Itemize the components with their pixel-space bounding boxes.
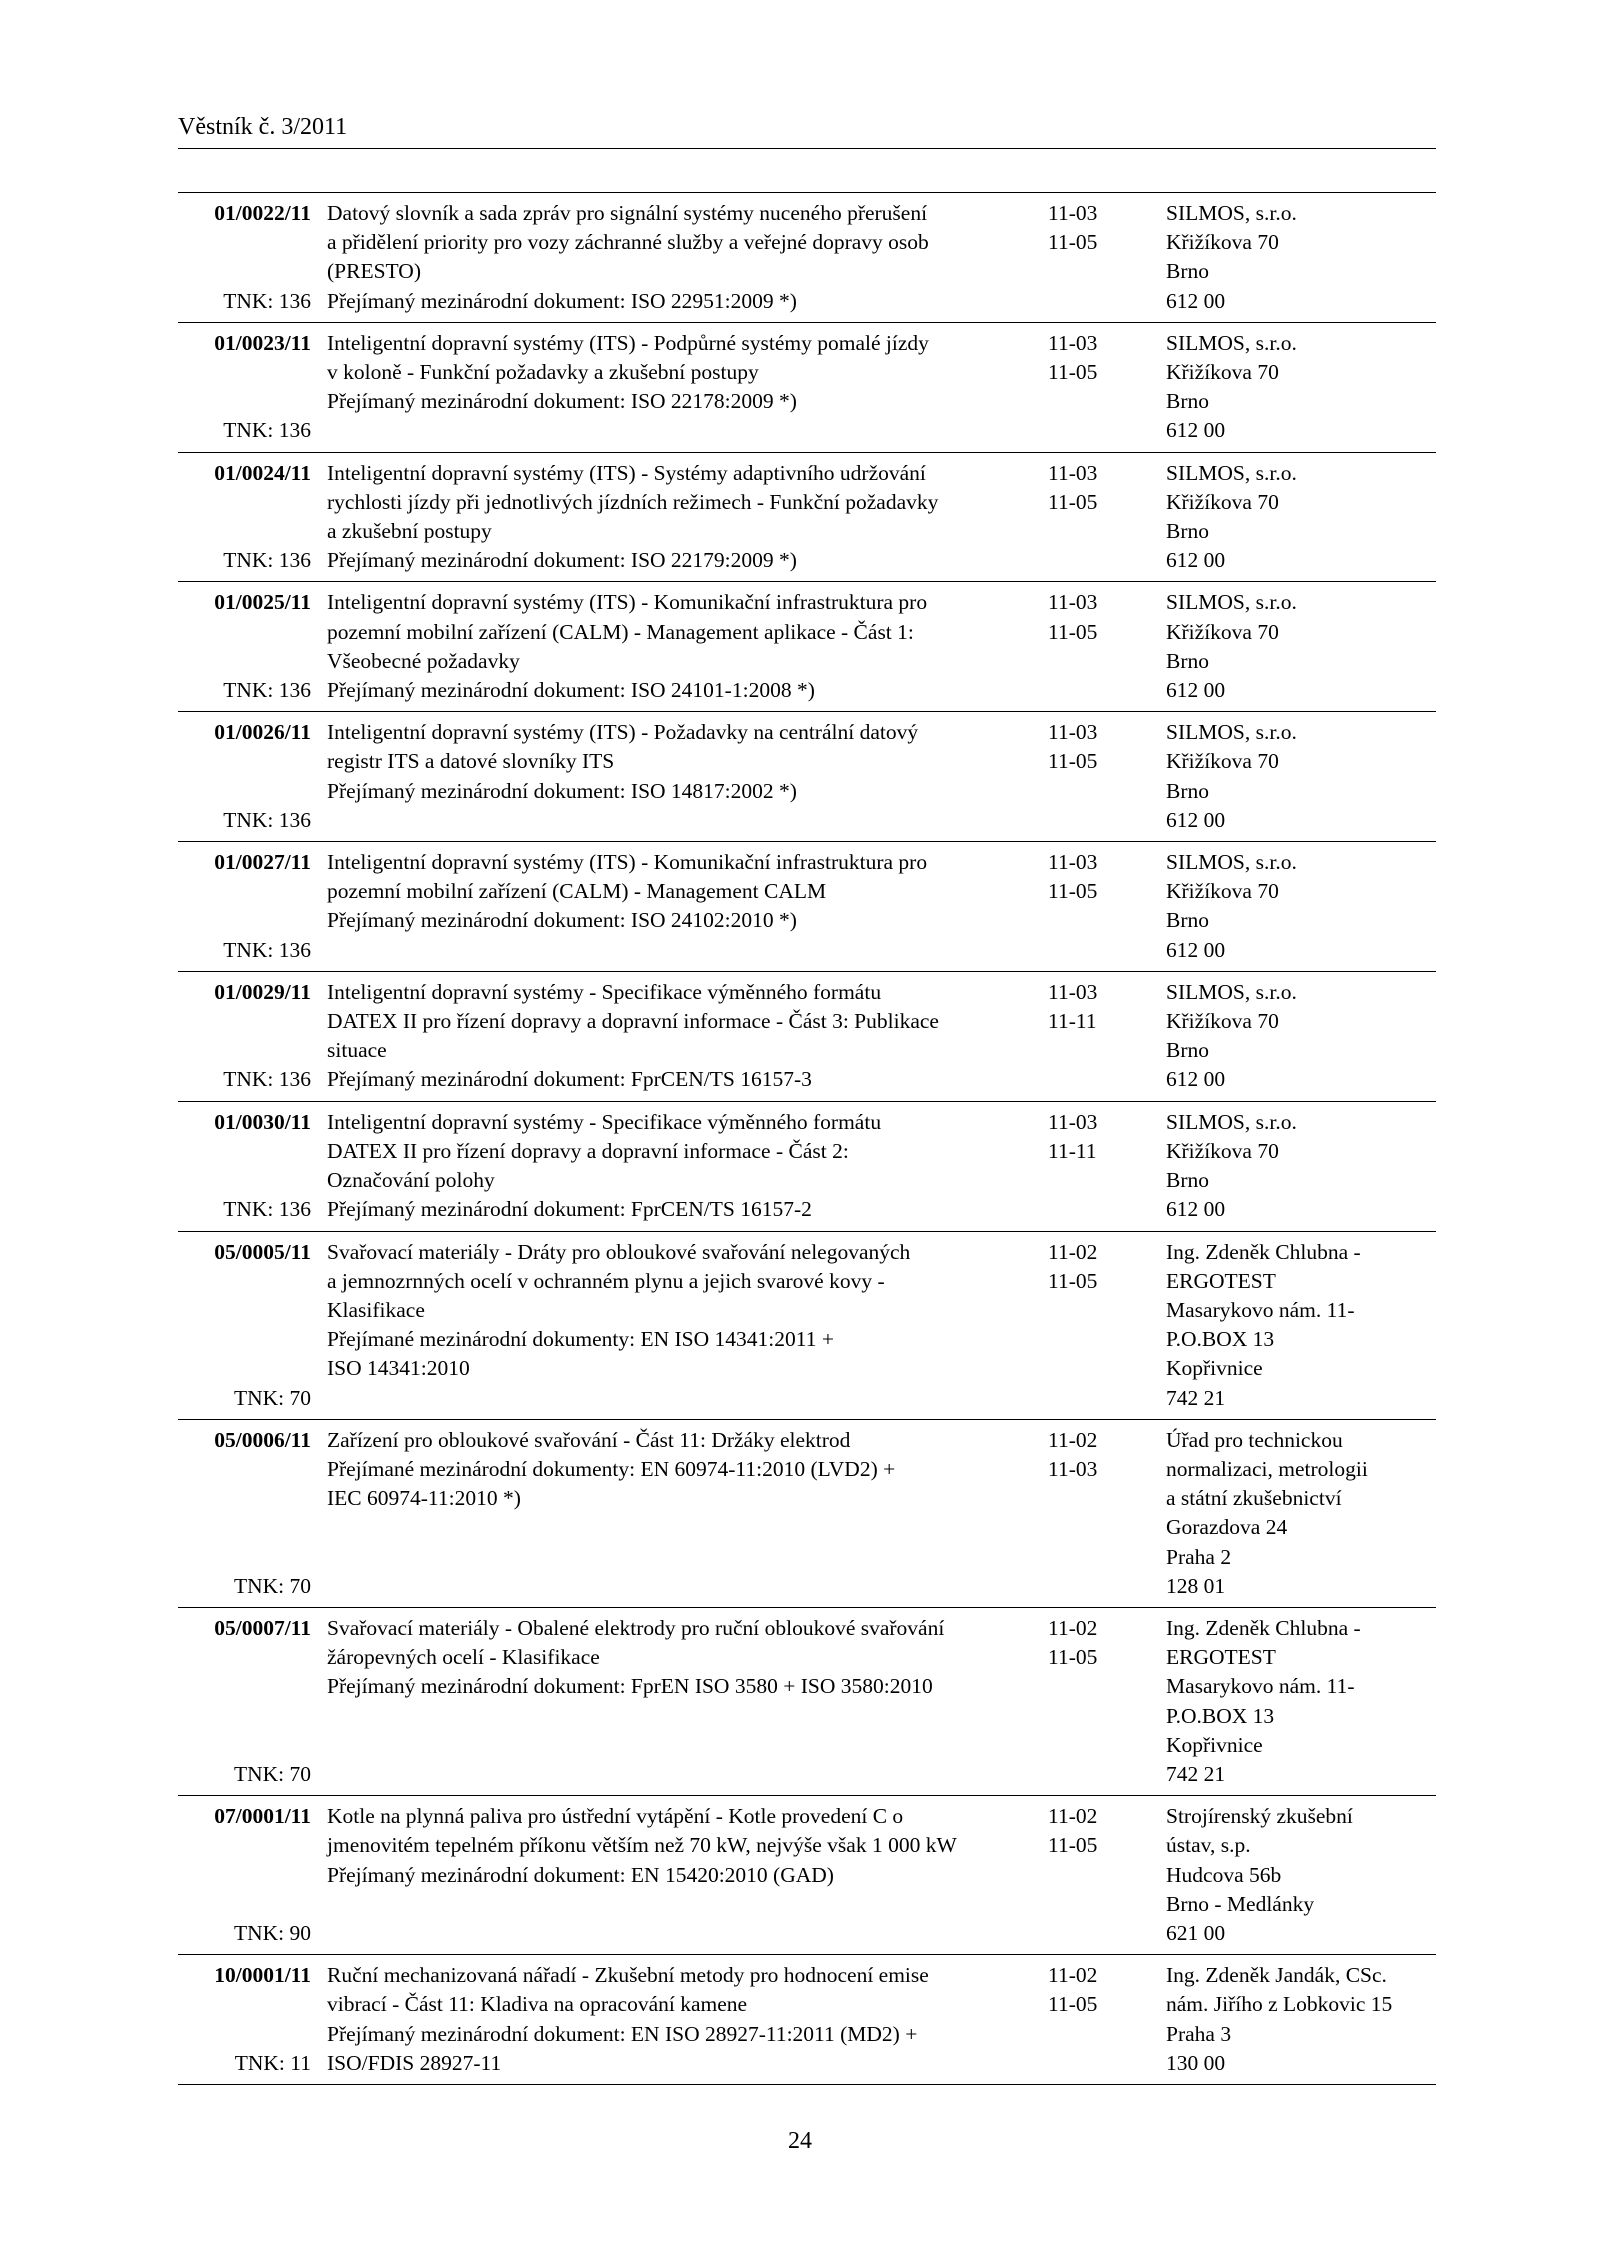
address-line: 742 21 [1166,1761,1226,1786]
address-line: Křižíkova 70 [1166,749,1279,774]
date-code: 11-11 [1048,1009,1097,1034]
standards-list [178,192,1436,2085]
title-line: Klasifikace [327,1297,425,1322]
title-line: Přejímané mezinárodní dokumenty: EN 60974-11:2010 (LVD2) + [327,1456,896,1481]
record-code: 01/0022/11 [214,201,311,225]
record-tnk: TNK: 136 [223,288,311,313]
processor-address [1158,718,1436,835]
address-line: Brno [1166,1038,1209,1063]
address-line: Strojírenský zkušební [1166,1804,1353,1829]
processor-address [1158,1802,1436,1948]
record-code: 01/0025/11 [214,590,311,615]
standard-record [178,453,1436,583]
address-line: nám. Jiřího z Lobkovic 15 [1166,1992,1393,2017]
date-code: 11-02 [1048,1615,1098,1640]
address-line: 612 00 [1166,418,1226,443]
record-dates [1040,329,1158,446]
record-dates [1040,718,1158,835]
record-title [313,588,1040,705]
address-line: ERGOTEST [1166,1268,1276,1293]
record-dates [1040,199,1158,316]
record-code: 05/0006/11 [214,1427,311,1452]
address-line: normalizaci, metrologii [1166,1456,1368,1481]
record-dates [1040,588,1158,705]
standard-record [178,1102,1436,1232]
processor-address [1158,1426,1436,1601]
title-line: Inteligentní dopravní systémy (ITS) - Komunikační infrastruktura pro [327,850,928,875]
address-line: Brno [1166,519,1209,544]
standard-record [178,712,1436,842]
title-line: a zkušební postupy [327,519,492,544]
title-line: Inteligentní dopravní systémy - Specifikace výměnného formátu [327,979,882,1004]
record-tnk: TNK: 70 [233,1573,311,1598]
record-tnk: TNK: 136 [223,548,311,573]
record-title [313,978,1040,1095]
record-id-column [178,329,313,446]
record-dates [1040,1108,1158,1225]
reference-document: Přejímaný mezinárodní dokument: ISO 22178:2009 *) [327,389,797,414]
standard-record [178,582,1436,712]
title-line: Přejímané mezinárodní dokumenty: EN ISO 14341:2011 + [327,1327,834,1352]
address-line: Ing. Zdeněk Chlubna - [1166,1239,1361,1264]
record-id-column [178,588,313,705]
reference-document: Přejímaný mezinárodní dokument: FprCEN/TS 16157-2 [327,1197,812,1222]
record-title [313,1614,1040,1789]
record-id-column [178,1426,313,1601]
record-code: 07/0001/11 [214,1804,311,1829]
address-line: Křižíkova 70 [1166,1138,1279,1163]
title-line: pozemní mobilní zařízení (CALM) - Management CALM [327,879,827,904]
address-line: 742 21 [1166,1385,1226,1410]
address-line: 128 01 [1166,1573,1226,1598]
title-line: Datový slovník a sada zpráv pro signální systémy nuceného přerušení [327,201,928,225]
record-tnk: TNK: 136 [223,807,311,832]
title-line: Všeobecné požadavky [327,648,520,673]
reference-document: Přejímaný mezinárodní dokument: FprCEN/TS 16157-3 [327,1067,812,1092]
reference-document: Přejímaný mezinárodní dokument: ISO 24101-1:2008 *) [327,678,815,703]
address-line: Křižíkova 70 [1166,879,1279,904]
reference-document: Přejímaný mezinárodní dokument: ISO 22951:2009 *) [327,288,797,313]
address-line: Křižíkova 70 [1166,230,1279,255]
reference-document: Přejímaný mezinárodní dokument: ISO 22179:2009 *) [327,548,797,573]
record-dates [1040,1961,1158,2078]
date-code: 11-05 [1048,230,1098,255]
address-line: Hudcova 56b [1166,1862,1282,1887]
title-line: DATEX II pro řízení dopravy a dopravní informace - Část 2: [327,1138,849,1163]
address-line: SILMOS, s.r.o. [1166,460,1297,485]
title-line: Inteligentní dopravní systémy (ITS) - Systémy adaptivního udržování [327,460,926,485]
address-line: Praha 2 [1166,1544,1232,1569]
record-id-column [178,1238,313,1413]
record-tnk: TNK: 70 [233,1385,311,1410]
date-code: 11-03 [1048,850,1098,875]
date-code: 11-05 [1048,749,1098,774]
date-code: 11-05 [1048,619,1098,644]
standard-record [178,1420,1436,1608]
record-code: 01/0026/11 [214,720,311,745]
date-code: 11-05 [1048,360,1098,385]
title-line: Zařízení pro obloukové svařování - Část 11: Držáky elektrod [327,1427,851,1452]
record-tnk: TNK: 136 [223,1197,311,1222]
address-line: Praha 3 [1166,2021,1232,2046]
address-line: Brno [1166,259,1209,284]
record-id-column [178,1108,313,1225]
address-line: Brno [1166,778,1209,803]
address-line: Masarykovo nám. 11- [1166,1674,1355,1699]
date-code: 11-02 [1048,1804,1098,1829]
record-title [313,1426,1040,1601]
address-line: Gorazdova 24 [1166,1515,1288,1540]
record-dates [1040,1238,1158,1413]
date-code: 11-11 [1048,1138,1097,1163]
record-dates [1040,1802,1158,1948]
address-line: Úřad pro technickou [1166,1427,1343,1452]
address-line: Brno [1166,389,1209,414]
processor-address [1158,1238,1436,1413]
record-tnk: TNK: 90 [233,1920,311,1945]
title-line: Označování polohy [327,1168,495,1193]
address-line: 612 00 [1166,937,1226,962]
record-tnk: TNK: 11 [234,2050,311,2075]
address-line: Brno [1166,908,1209,933]
date-code: 11-03 [1048,1109,1098,1134]
standard-record [178,842,1436,972]
address-line: P.O.BOX 13 [1166,1327,1275,1352]
date-code: 11-02 [1048,1963,1098,1988]
record-title [313,718,1040,835]
standard-record [178,1608,1436,1796]
date-code: 11-02 [1048,1427,1098,1452]
date-code: 11-05 [1048,1833,1098,1858]
title-line: Ruční mechanizovaná nářadí - Zkušební metody pro hodnocení emise [327,1963,929,1988]
record-title [313,1108,1040,1225]
address-line: ERGOTEST [1166,1645,1276,1670]
record-code: 01/0027/11 [214,850,311,875]
standard-record [178,972,1436,1102]
record-id-column [178,1961,313,2078]
reference-document: Přejímaný mezinárodní dokument: ISO 24102:2010 *) [327,908,797,933]
date-code: 11-03 [1048,720,1098,745]
address-line: 612 00 [1166,678,1226,703]
title-line: pozemní mobilní zařízení (CALM) - Management aplikace - Část 1: [327,619,914,644]
record-code: 05/0005/11 [214,1239,311,1264]
record-title [313,1238,1040,1413]
record-title [313,459,1040,576]
date-code: 11-05 [1048,1992,1098,2017]
record-id-column [178,1802,313,1948]
address-line: 130 00 [1166,2050,1226,2075]
title-line: a jemnozrnných ocelí v ochranném plynu a jejich svarové kovy - [327,1268,885,1293]
address-line: Křižíkova 70 [1166,489,1279,514]
title-line: ISO/FDIS 28927-11 [327,2050,502,2075]
date-code: 11-05 [1048,1268,1098,1293]
address-line: Křižíkova 70 [1166,619,1279,644]
record-dates [1040,848,1158,965]
record-id-column [178,1614,313,1789]
record-code: 01/0029/11 [214,979,311,1004]
address-line: Brno [1166,648,1209,673]
record-dates [1040,1614,1158,1789]
processor-address [1158,329,1436,446]
processor-address [1158,1108,1436,1225]
title-line: Přejímaný mezinárodní dokument: FprEN ISO 3580 + ISO 3580:2010 [327,1674,933,1699]
date-code: 11-03 [1048,201,1098,225]
address-line: Kopřivnice [1166,1732,1263,1757]
record-tnk: TNK: 136 [223,937,311,962]
journal-title: Věstník č. 3/2011 [178,114,348,140]
record-id-column [178,199,313,316]
reference-document: Přejímaný mezinárodní dokument: ISO 14817:2002 *) [327,778,797,803]
record-title [313,1802,1040,1948]
standard-record [178,1796,1436,1955]
date-code: 11-03 [1048,979,1098,1004]
record-tnk: TNK: 136 [223,418,311,443]
address-line: ústav, s.p. [1166,1833,1251,1858]
title-line: DATEX II pro řízení dopravy a dopravní informace - Část 3: Publikace [327,1009,939,1034]
address-line: SILMOS, s.r.o. [1166,201,1297,225]
record-id-column [178,848,313,965]
record-tnk: TNK: 136 [223,678,311,703]
address-line: 612 00 [1166,548,1226,573]
record-dates [1040,1426,1158,1601]
record-id-column [178,978,313,1095]
address-line: SILMOS, s.r.o. [1166,1109,1297,1134]
title-line: (PRESTO) [327,259,421,284]
address-line: Křižíkova 70 [1166,360,1279,385]
record-code: 01/0030/11 [214,1109,311,1134]
title-line: Přejímaný mezinárodní dokument: EN ISO 28927-11:2011 (MD2) + [327,2021,918,2046]
page-header [178,112,1436,149]
address-line: 612 00 [1166,1067,1226,1092]
address-line: Ing. Zdeněk Jandák, CSc. [1166,1963,1387,1988]
title-line: rychlosti jízdy při jednotlivých jízdních režimech - Funkční požadavky [327,489,939,514]
title-line: Přejímaný mezinárodní dokument: EN 15420:2010 (GAD) [327,1862,834,1887]
processor-address [1158,459,1436,576]
date-code: 11-05 [1048,879,1098,904]
record-dates [1040,459,1158,576]
processor-address [1158,1961,1436,2078]
address-line: 621 00 [1166,1920,1226,1945]
record-code: 01/0023/11 [214,330,311,355]
address-line: P.O.BOX 13 [1166,1703,1275,1728]
page-number: 24 [788,2128,812,2154]
title-line: Inteligentní dopravní systémy (ITS) - Podpůrné systémy pomalé jízdy [327,330,929,355]
date-code: 11-03 [1048,330,1098,355]
address-line: SILMOS, s.r.o. [1166,330,1297,355]
address-line: Křižíkova 70 [1166,1009,1279,1034]
title-line: a přidělení priority pro vozy záchranné služby a veřejné dopravy osob [327,230,929,255]
record-id-column [178,718,313,835]
record-title [313,1961,1040,2078]
record-title [313,848,1040,965]
address-line: Brno - Medlánky [1166,1891,1315,1916]
date-code: 11-02 [1048,1239,1098,1264]
address-line: 612 00 [1166,288,1226,313]
standard-record [178,1955,1436,2085]
date-code: 11-03 [1048,460,1098,485]
record-id-column [178,459,313,576]
processor-address [1158,588,1436,705]
processor-address [1158,199,1436,316]
address-line: Ing. Zdeněk Chlubna - [1166,1615,1361,1640]
record-tnk: TNK: 136 [223,1067,311,1092]
record-title [313,199,1040,316]
title-line: Kotle na plynná paliva pro ústřední vytápění - Kotle provedení C o [327,1804,904,1829]
record-tnk: TNK: 70 [233,1761,311,1786]
date-code: 11-03 [1048,1456,1098,1481]
date-code: 11-05 [1048,1645,1098,1670]
record-title [313,329,1040,446]
address-line: SILMOS, s.r.o. [1166,590,1297,615]
address-line: Brno [1166,1168,1209,1193]
title-line: žáropevných ocelí - Klasifikace [327,1645,600,1670]
address-line: SILMOS, s.r.o. [1166,979,1297,1004]
address-line: 612 00 [1166,1197,1226,1222]
title-line: IEC 60974-11:2010 *) [327,1486,521,1511]
processor-address [1158,1614,1436,1789]
record-code: 01/0024/11 [214,460,311,485]
date-code: 11-03 [1048,590,1098,615]
title-line: v koloně - Funkční požadavky a zkušební postupy [327,360,759,385]
title-line: registr ITS a datové slovníky ITS [327,749,615,774]
title-line: Inteligentní dopravní systémy (ITS) - Požadavky na centrální datový [327,720,919,745]
address-line: a státní zkušebnictví [1166,1486,1342,1511]
processor-address [1158,848,1436,965]
title-line: jmenovitém tepelném příkonu větším než 70 kW, nejvýše však 1 000 kW [327,1833,957,1858]
title-line: vibrací - Část 11: Kladiva na opracování kamene [327,1992,748,2017]
address-line: 612 00 [1166,807,1226,832]
title-line: Inteligentní dopravní systémy (ITS) - Komunikační infrastruktura pro [327,590,928,615]
title-line: Svařovací materiály - Dráty pro obloukové svařování nelegovaných [327,1239,911,1264]
address-line: SILMOS, s.r.o. [1166,720,1297,745]
record-code: 05/0007/11 [214,1615,311,1640]
date-code: 11-05 [1048,489,1098,514]
title-line: situace [327,1038,387,1063]
address-line: SILMOS, s.r.o. [1166,850,1297,875]
processor-address [1158,978,1436,1095]
standard-record [178,193,1436,323]
title-line: Svařovací materiály - Obalené elektrody pro ruční obloukové svařování [327,1615,945,1640]
standard-record [178,1232,1436,1420]
address-line: Masarykovo nám. 11- [1166,1297,1355,1322]
title-line: Inteligentní dopravní systémy - Specifikace výměnného formátu [327,1109,882,1134]
record-dates [1040,978,1158,1095]
address-line: Kopřivnice [1166,1356,1263,1381]
standard-record [178,323,1436,453]
title-line: ISO 14341:2010 [327,1356,470,1381]
record-code: 10/0001/11 [214,1963,311,1988]
